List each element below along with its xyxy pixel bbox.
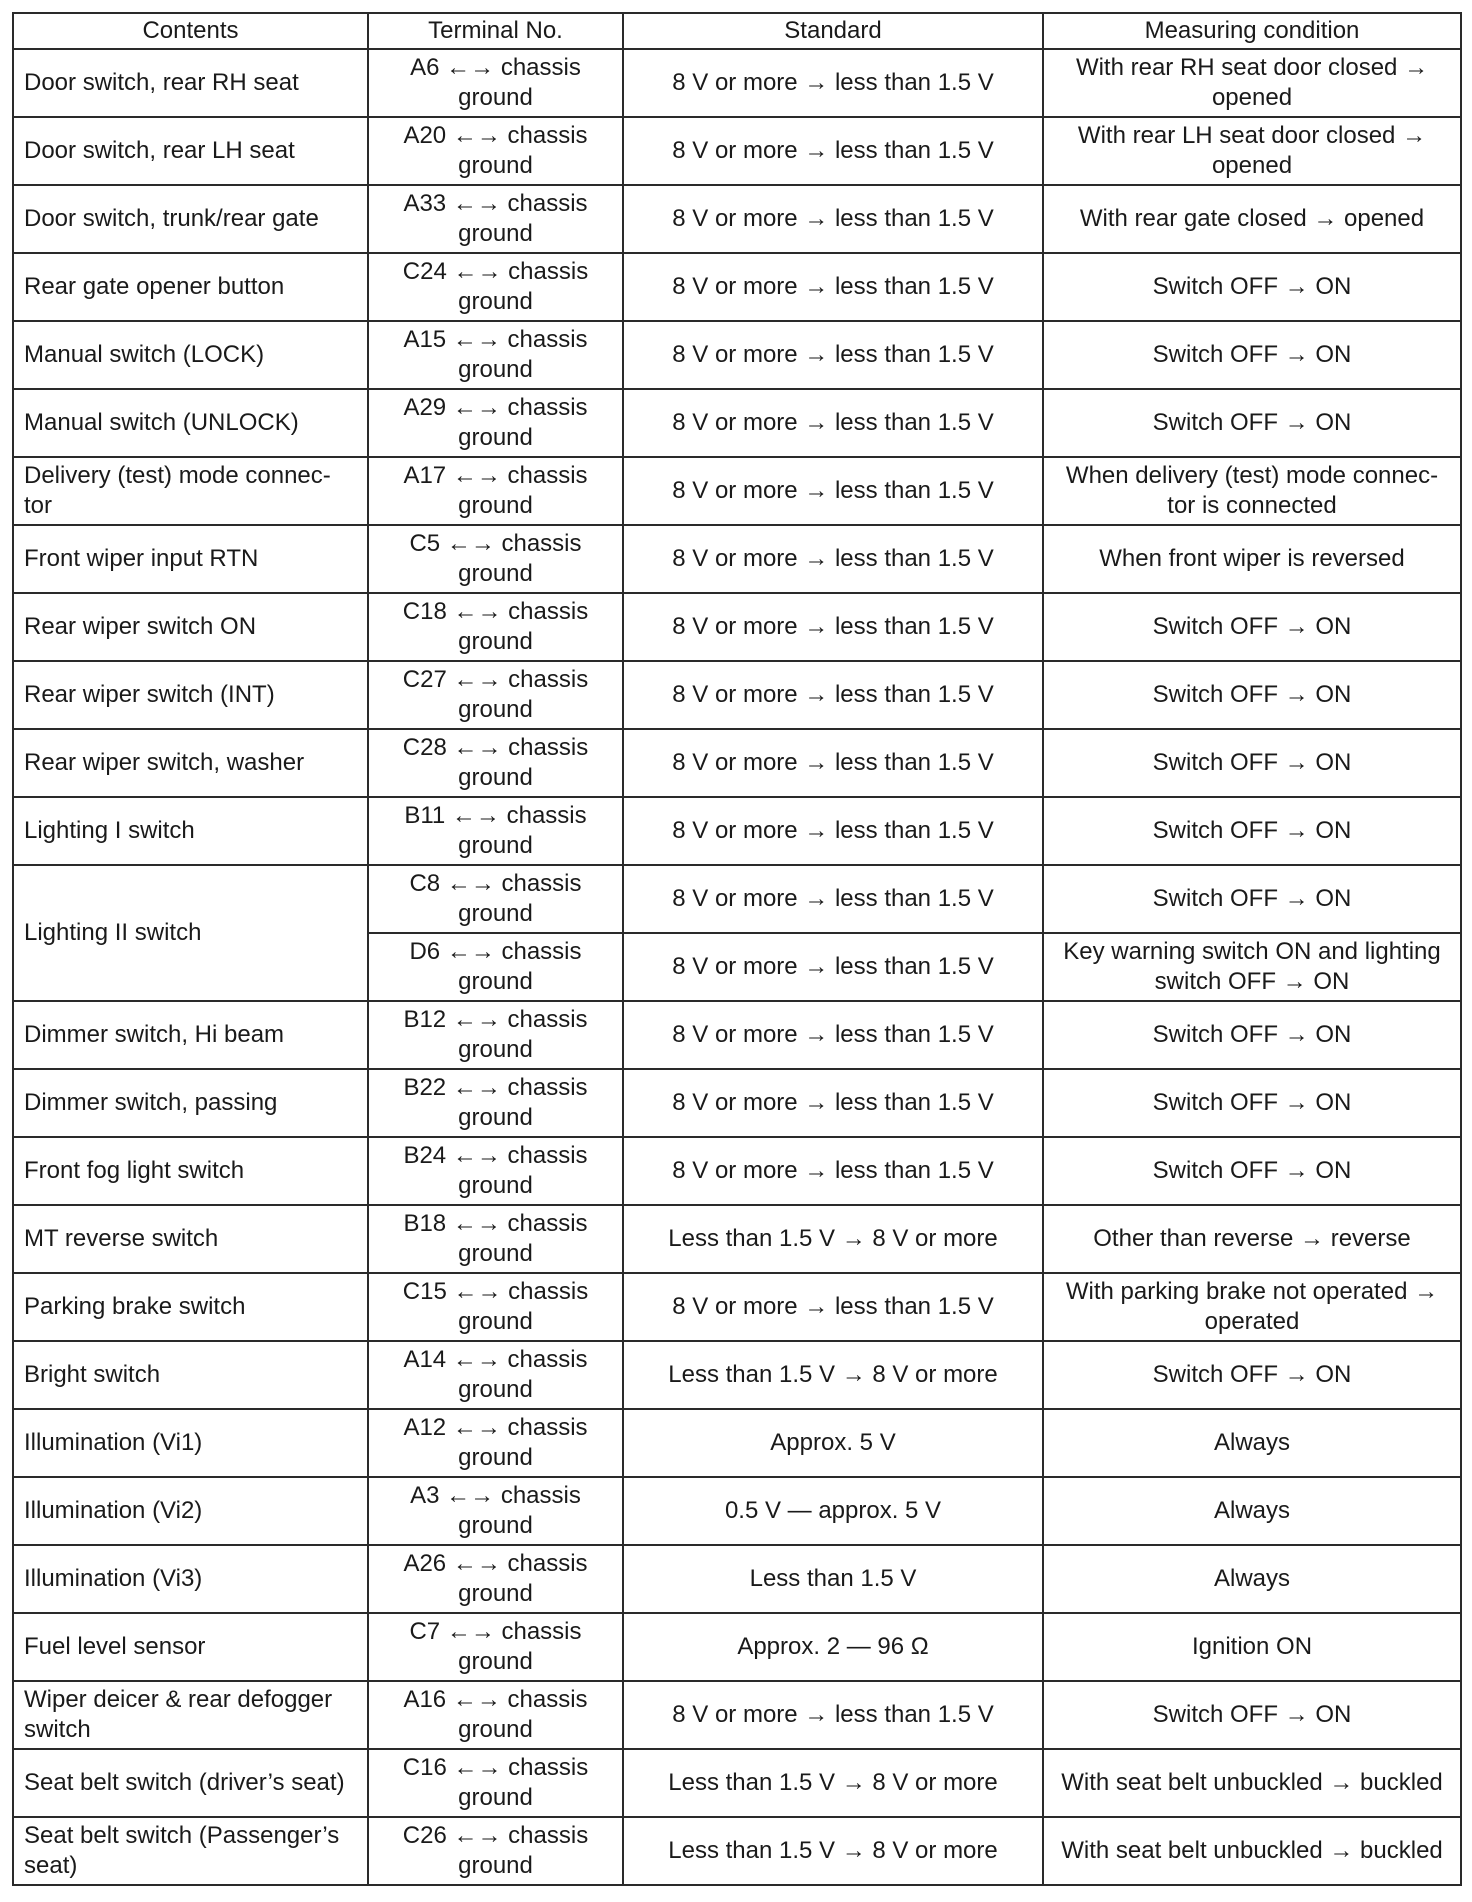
cell-terminal: B24 ←→ chassis ground xyxy=(368,1137,623,1205)
cell-terminal: A26 ←→ chassis ground xyxy=(368,1545,623,1613)
cell-terminal: C7 ←→ chassis ground xyxy=(368,1613,623,1681)
cell-terminal: A29 ←→ chassis ground xyxy=(368,389,623,457)
table-body xyxy=(13,49,1461,1885)
cell-terminal: C15 ←→ chassis ground xyxy=(368,1273,623,1341)
terminal-spec-table xyxy=(12,12,1462,1886)
cell-contents: Bright switch xyxy=(13,1341,368,1409)
cell-contents: Front wiper input RTN xyxy=(13,525,368,593)
table-row xyxy=(13,253,1461,321)
cell-contents: Dimmer switch, Hi beam xyxy=(13,1001,368,1069)
cell-contents: Lighting II switch xyxy=(13,865,368,1001)
table-row xyxy=(13,1613,1461,1681)
cell-terminal: C18 ←→ chassis ground xyxy=(368,593,623,661)
cell-terminal: B22 ←→ chassis ground xyxy=(368,1069,623,1137)
header-standard: Standard xyxy=(623,13,1043,49)
cell-condition: Switch OFF → ON xyxy=(1043,593,1461,661)
table-row xyxy=(13,1681,1461,1749)
cell-terminal: A3 ←→ chassis ground xyxy=(368,1477,623,1545)
cell-condition: Switch OFF → ON xyxy=(1043,1137,1461,1205)
table-row xyxy=(13,1273,1461,1341)
cell-standard: 8 V or more → less than 1.5 V xyxy=(623,1069,1043,1137)
table-row xyxy=(13,661,1461,729)
cell-standard: 8 V or more → less than 1.5 V xyxy=(623,797,1043,865)
table-row xyxy=(13,321,1461,389)
cell-condition: Switch OFF → ON xyxy=(1043,253,1461,321)
cell-condition: When delivery (test) mode connec- tor is connected xyxy=(1043,457,1461,525)
cell-condition: With seat belt unbuckled → buckled xyxy=(1043,1749,1461,1817)
cell-standard: 8 V or more → less than 1.5 V xyxy=(623,389,1043,457)
cell-contents: Manual switch (UNLOCK) xyxy=(13,389,368,457)
cell-standard: 8 V or more → less than 1.5 V xyxy=(623,933,1043,1001)
cell-standard: 8 V or more → less than 1.5 V xyxy=(623,1681,1043,1749)
cell-standard: 8 V or more → less than 1.5 V xyxy=(623,1001,1043,1069)
header-row xyxy=(13,13,1461,49)
cell-condition: When front wiper is reversed xyxy=(1043,525,1461,593)
cell-condition: With seat belt unbuckled → buckled xyxy=(1043,1817,1461,1885)
cell-condition: Switch OFF → ON xyxy=(1043,1341,1461,1409)
cell-standard: 8 V or more → less than 1.5 V xyxy=(623,1273,1043,1341)
cell-contents: Front fog light switch xyxy=(13,1137,368,1205)
cell-standard: 8 V or more → less than 1.5 V xyxy=(623,1137,1043,1205)
cell-terminal: B11 ←→ chassis ground xyxy=(368,797,623,865)
header-terminal: Terminal No. xyxy=(368,13,623,49)
cell-terminal: A17 ←→ chassis ground xyxy=(368,457,623,525)
cell-standard: 8 V or more → less than 1.5 V xyxy=(623,117,1043,185)
header-contents: Contents xyxy=(13,13,368,49)
table-row xyxy=(13,389,1461,457)
cell-condition: Switch OFF → ON xyxy=(1043,661,1461,729)
table-row xyxy=(13,865,1461,933)
cell-contents: Seat belt switch (driver’s seat) xyxy=(13,1749,368,1817)
cell-standard: Less than 1.5 V → 8 V or more xyxy=(623,1205,1043,1273)
cell-condition: Always xyxy=(1043,1477,1461,1545)
table-row xyxy=(13,117,1461,185)
table-row xyxy=(13,1477,1461,1545)
table-row xyxy=(13,729,1461,797)
cell-contents: Lighting I switch xyxy=(13,797,368,865)
cell-contents: Rear wiper switch ON xyxy=(13,593,368,661)
cell-standard: 8 V or more → less than 1.5 V xyxy=(623,185,1043,253)
cell-standard: 8 V or more → less than 1.5 V xyxy=(623,253,1043,321)
table-row xyxy=(13,1817,1461,1885)
cell-terminal: C24 ←→ chassis ground xyxy=(368,253,623,321)
cell-condition: With rear RH seat door closed → opened xyxy=(1043,49,1461,117)
cell-condition: Always xyxy=(1043,1545,1461,1613)
cell-contents: Rear wiper switch, washer xyxy=(13,729,368,797)
cell-standard: 8 V or more → less than 1.5 V xyxy=(623,49,1043,117)
cell-standard: 8 V or more → less than 1.5 V xyxy=(623,729,1043,797)
cell-contents: Parking brake switch xyxy=(13,1273,368,1341)
cell-terminal: A15 ←→ chassis ground xyxy=(368,321,623,389)
cell-standard: 8 V or more → less than 1.5 V xyxy=(623,321,1043,389)
cell-contents: Rear wiper switch (INT) xyxy=(13,661,368,729)
cell-standard: Approx. 5 V xyxy=(623,1409,1043,1477)
cell-condition: Switch OFF → ON xyxy=(1043,1681,1461,1749)
cell-condition: Switch OFF → ON xyxy=(1043,389,1461,457)
table-row xyxy=(13,1069,1461,1137)
table-row xyxy=(13,1205,1461,1273)
cell-condition: Switch OFF → ON xyxy=(1043,865,1461,933)
cell-condition: With rear gate closed → opened xyxy=(1043,185,1461,253)
cell-terminal: B12 ←→ chassis ground xyxy=(368,1001,623,1069)
cell-terminal: A6 ←→ chassis ground xyxy=(368,49,623,117)
cell-terminal: A14 ←→ chassis ground xyxy=(368,1341,623,1409)
table-row xyxy=(13,457,1461,525)
cell-condition: Always xyxy=(1043,1409,1461,1477)
cell-terminal: D6 ←→ chassis ground xyxy=(368,933,623,1001)
cell-contents: Seat belt switch (Passenger’s seat) xyxy=(13,1817,368,1885)
cell-standard: Less than 1.5 V → 8 V or more xyxy=(623,1817,1043,1885)
table-row xyxy=(13,797,1461,865)
cell-condition: With parking brake not operated → operated xyxy=(1043,1273,1461,1341)
cell-condition: Other than reverse → reverse xyxy=(1043,1205,1461,1273)
cell-terminal: A33 ←→ chassis ground xyxy=(368,185,623,253)
cell-terminal: C5 ←→ chassis ground xyxy=(368,525,623,593)
table-row xyxy=(13,1409,1461,1477)
cell-condition: With rear LH seat door closed → opened xyxy=(1043,117,1461,185)
cell-terminal: A16 ←→ chassis ground xyxy=(368,1681,623,1749)
cell-contents: Fuel level sensor xyxy=(13,1613,368,1681)
cell-condition: Switch OFF → ON xyxy=(1043,1001,1461,1069)
cell-contents: Door switch, rear LH seat xyxy=(13,117,368,185)
cell-condition: Switch OFF → ON xyxy=(1043,797,1461,865)
header-condition: Measuring condition xyxy=(1043,13,1461,49)
cell-condition: Switch OFF → ON xyxy=(1043,321,1461,389)
cell-standard: 8 V or more → less than 1.5 V xyxy=(623,525,1043,593)
table-row xyxy=(13,1001,1461,1069)
cell-terminal: C27 ←→ chassis ground xyxy=(368,661,623,729)
cell-contents: Delivery (test) mode connec- tor xyxy=(13,457,368,525)
table-row xyxy=(13,185,1461,253)
cell-standard: 8 V or more → less than 1.5 V xyxy=(623,457,1043,525)
table-row xyxy=(13,593,1461,661)
table-row xyxy=(13,1341,1461,1409)
table-row xyxy=(13,1749,1461,1817)
cell-condition: Key warning switch ON and lighting switch OFF → ON xyxy=(1043,933,1461,1001)
cell-condition: Ignition ON xyxy=(1043,1613,1461,1681)
table-row xyxy=(13,1545,1461,1613)
cell-terminal: C26 ←→ chassis ground xyxy=(368,1817,623,1885)
table-row xyxy=(13,525,1461,593)
cell-contents: Door switch, rear RH seat xyxy=(13,49,368,117)
cell-terminal: C8 ←→ chassis ground xyxy=(368,865,623,933)
cell-standard: 8 V or more → less than 1.5 V xyxy=(623,865,1043,933)
cell-contents: Manual switch (LOCK) xyxy=(13,321,368,389)
cell-terminal: B18 ←→ chassis ground xyxy=(368,1205,623,1273)
cell-terminal: C16 ←→ chassis ground xyxy=(368,1749,623,1817)
cell-contents: Illumination (Vi1) xyxy=(13,1409,368,1477)
cell-contents: Illumination (Vi2) xyxy=(13,1477,368,1545)
cell-terminal: A12 ←→ chassis ground xyxy=(368,1409,623,1477)
cell-contents: Door switch, trunk/rear gate xyxy=(13,185,368,253)
cell-terminal: A20 ←→ chassis ground xyxy=(368,117,623,185)
cell-terminal: C28 ←→ chassis ground xyxy=(368,729,623,797)
cell-contents: Dimmer switch, passing xyxy=(13,1069,368,1137)
cell-standard: 8 V or more → less than 1.5 V xyxy=(623,661,1043,729)
table-row xyxy=(13,49,1461,117)
cell-contents: Rear gate opener button xyxy=(13,253,368,321)
cell-standard: Approx. 2 — 96 Ω xyxy=(623,1613,1043,1681)
table-row xyxy=(13,1137,1461,1205)
cell-condition: Switch OFF → ON xyxy=(1043,729,1461,797)
cell-contents: Wiper deicer & rear defogger switch xyxy=(13,1681,368,1749)
cell-standard: Less than 1.5 V xyxy=(623,1545,1043,1613)
cell-standard: 0.5 V — approx. 5 V xyxy=(623,1477,1043,1545)
cell-contents: Illumination (Vi3) xyxy=(13,1545,368,1613)
cell-standard: Less than 1.5 V → 8 V or more xyxy=(623,1749,1043,1817)
cell-standard: 8 V or more → less than 1.5 V xyxy=(623,593,1043,661)
cell-standard: Less than 1.5 V → 8 V or more xyxy=(623,1341,1043,1409)
cell-condition: Switch OFF → ON xyxy=(1043,1069,1461,1137)
cell-contents: MT reverse switch xyxy=(13,1205,368,1273)
